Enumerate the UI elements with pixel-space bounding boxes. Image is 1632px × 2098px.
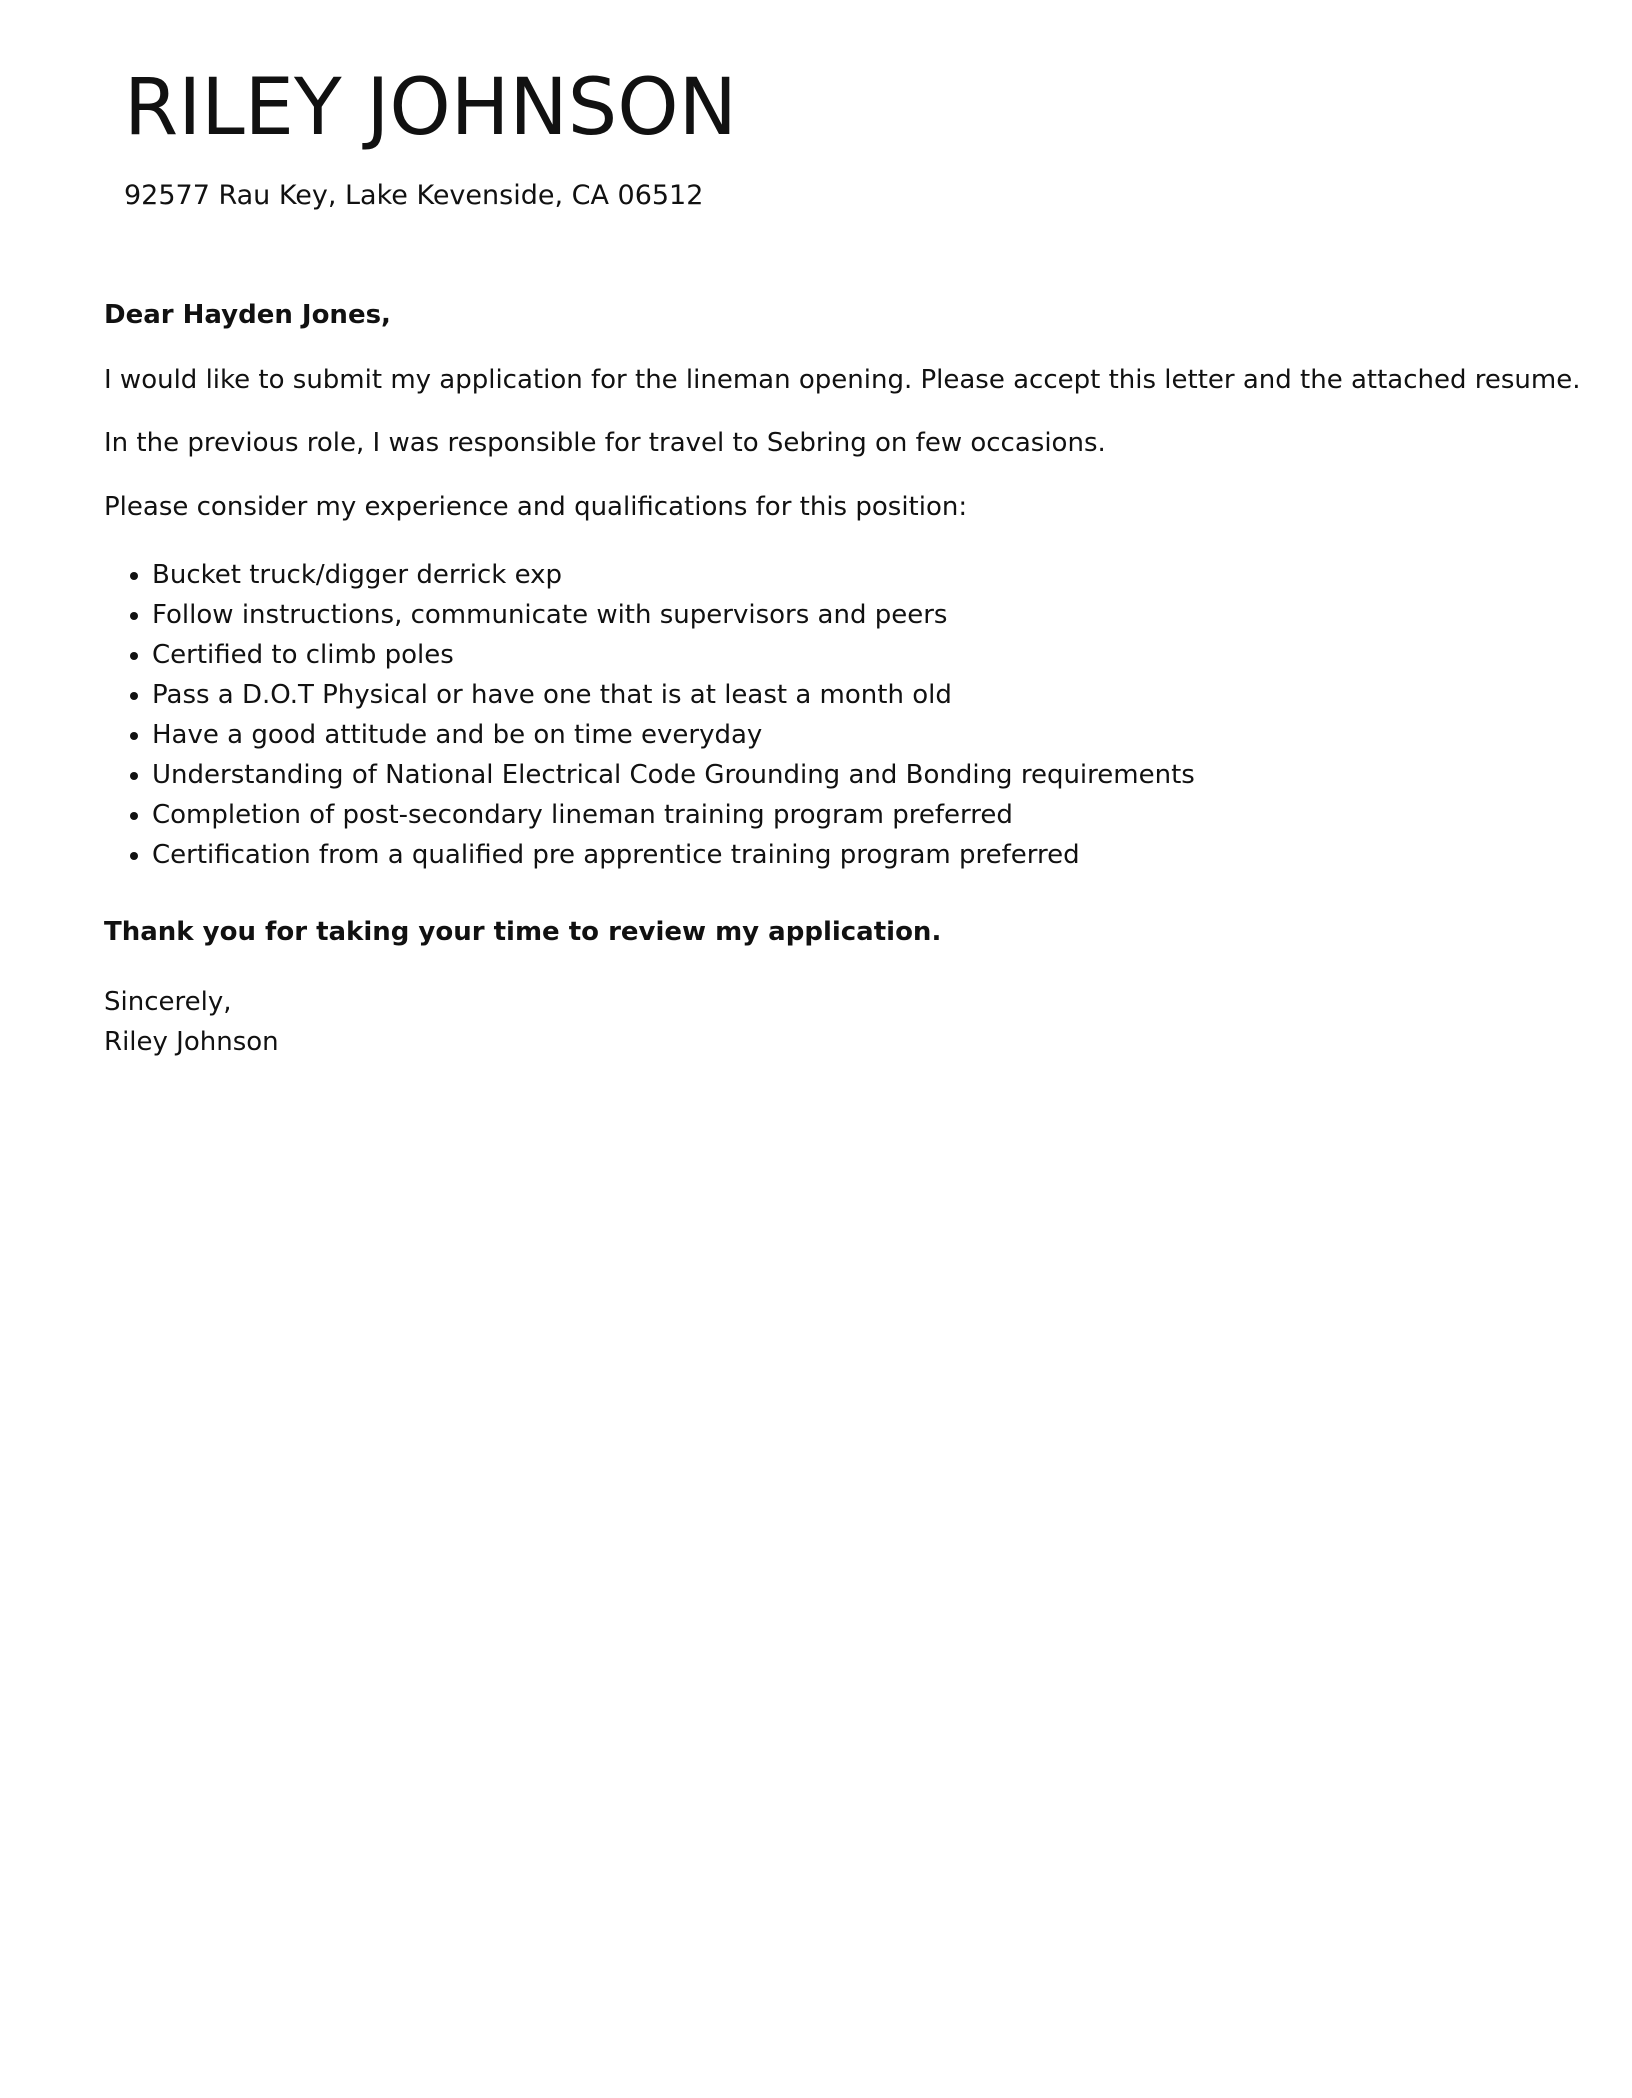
list-item: • Pass a D.O.T Physical or have one that is at least a month old [152, 675, 1564, 715]
list-item: • Understanding of National Electrical Code Grounding and Bonding requirements [152, 755, 1564, 795]
closing-statement: Thank you for taking your time to review my application. [104, 916, 942, 947]
salutation: Dear Hayden Jones, [104, 300, 391, 330]
paragraph-previous-role: In the previous role, I was responsible for travel to Sebring on few occasions. [104, 428, 1106, 459]
signature-name: Riley Johnson [104, 1026, 279, 1057]
list-item: • Bucket truck/digger derrick exp [152, 555, 1564, 595]
signoff-block [104, 982, 1564, 1062]
list-item: • Certified to climb poles [152, 635, 1564, 675]
paragraph-intro: I would like to submit my application for the lineman opening. Please accept this letter and the attached resume. [104, 365, 1581, 396]
letter-header [124, 62, 737, 212]
qualifications-list [104, 555, 1564, 875]
letter-body [104, 300, 1581, 1062]
applicant-name: RILEY JOHNSON [124, 63, 738, 153]
list-item: • Certification from a qualified pre apprentice training program preferred [152, 835, 1564, 875]
list-item: • Follow instructions, communicate with supervisors and peers [152, 595, 1564, 635]
list-item: • Completion of post-secondary lineman training program preferred [152, 795, 1564, 835]
paragraph-qualifications-intro: Please consider my experience and qualifications for this position: [104, 491, 968, 522]
list-item: • Have a good attitude and be on time everyday [152, 715, 1564, 755]
signoff: Sincerely, [104, 986, 232, 1017]
applicant-address: 92577 Rau Key, Lake Kevenside, CA 06512 [124, 179, 704, 211]
